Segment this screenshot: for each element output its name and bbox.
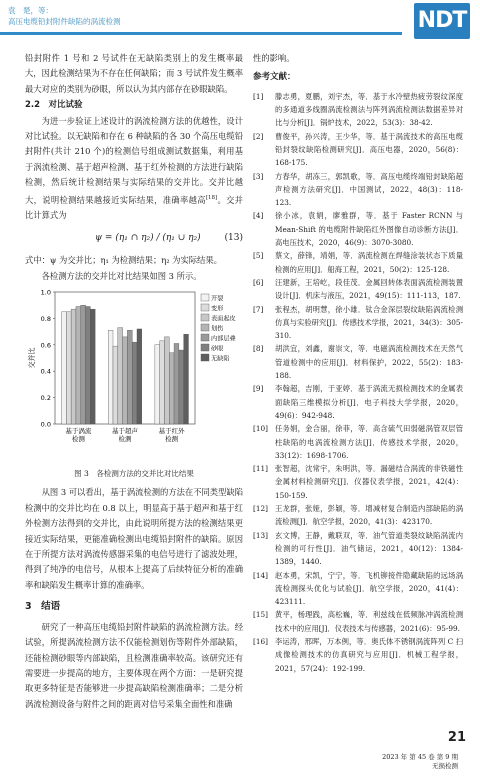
bar	[90, 309, 95, 424]
journal-issue: 2023 年 第 45 卷 第 9 期	[382, 753, 458, 761]
bar	[66, 312, 71, 424]
reference-index: [7]	[253, 304, 264, 314]
reference-item	[253, 276, 463, 303]
y-tick-label: 0.2	[40, 394, 51, 403]
reference-text: 胡洪宜，刘鑫，谢崇文，等．电磁涡流检测技术在天然气管道检测中的应用[J]．材料保护，2022，55(2)：183-188.	[275, 344, 463, 381]
legend-swatch	[201, 324, 209, 331]
reference-index: [16]	[253, 636, 268, 646]
reference-item	[253, 529, 463, 569]
paragraph: 为进一步验证上述设计的涡流检测方法的优越性，设计对比试验。以无缺陷和存在 6 种缺陷的各 30 个高压电缆铅封附件(共计 210 个)的检测信号组成测试数据集，利用基于涡流检测、基于超声检测、基于红外检测的方法进行缺陷检测，然后统计检测结果与实际结果的交并比。交并比越大，说明检测结果越接近实际结果，准确率越高[18]。交并比计算式为	[25, 115, 243, 220]
legend-label: 无缺陷	[211, 355, 230, 363]
reference-list	[253, 90, 463, 675]
reference-text: 张程杰，胡明慧，徐小雄．钛合金深层裂纹缺陷涡流检测仿真与实验研究[J]．传感技术学报，2021，34(3)：305-310.	[275, 304, 463, 341]
paragraph: 研究了一种高压电缆铅封附件缺陷的涡流检测方法。经试验，所提涡流检测方法不仅能检测划伤等附件外部缺陷，还能检测砂眼等内部缺陷，且检测准确率较高。该研究还有需要进一步提高的地方，主要体现在两个方面：一是研究提取更多特征是否能够进一步提高缺陷检测准确率；二是分析涡流检测设备与附件之间的距离对信号采集全面性和准确	[25, 621, 243, 709]
reference-text: 曹俊平，孙兴涛，王少华，等．基于涡流技术的高压电缆铅封裂纹缺陷检测研究[J]．高压电器，2020，56(8)：168-175.	[275, 131, 463, 168]
bar	[160, 341, 165, 424]
reference-index: [5]	[253, 251, 264, 261]
legend-swatch	[201, 294, 209, 301]
bar-chart	[25, 284, 243, 464]
reference-text: 方春华，胡冻三，郭凯歌，等．高压电缆终端铅封缺陷超声检测方法研究[J]．中国测试，2022，48(3)：118-123.	[275, 171, 463, 208]
reference-text: 滕志勇，夏鹏，刘宇杰，等．基于水冷壁热疲劳裂纹深度的多通道多线圈涡流检测法与阵列涡流检测法数据差异对比与分析[J]．锅炉技术，2022，53(3)：38-42.	[275, 91, 463, 128]
reference-index: [11]	[253, 464, 268, 474]
right-column	[253, 51, 463, 675]
reference-index: [1]	[253, 91, 264, 101]
legend-label: 变形	[211, 305, 224, 313]
reference-item	[253, 422, 463, 462]
legend-label: 表面起皮	[211, 315, 236, 323]
bar	[86, 307, 91, 424]
bar	[76, 307, 81, 424]
reference-text: 蔡文，薛锋，靖娟，等．涡流检测在焊缝涂装状态下质量检测的应用[J]．船海工程，2021，50(2)：125-128.	[275, 251, 463, 274]
legend-label: 内部层叠	[211, 335, 236, 343]
reference-item	[253, 342, 463, 382]
reference-item	[253, 90, 463, 130]
reference-index: [3]	[253, 171, 264, 181]
formula-number: (13)	[224, 232, 243, 243]
reference-text: 赵本勇，宋凯，宁宁，等．飞机铆接件隐藏缺陷的远场涡流检测探头优化与试验[J]．航空学报，2020，41(4)：423111.	[275, 570, 463, 607]
formula	[25, 223, 243, 253]
y-tick-label: 1.0	[40, 288, 51, 297]
figure-caption: 图 3 各检测方法的交并比对比结果	[74, 469, 194, 479]
x-tick-label: 基于超声	[112, 427, 138, 436]
figure-3	[25, 284, 243, 464]
reference-item	[253, 608, 463, 635]
section-heading: 2.2 对比试验	[25, 100, 83, 111]
formula-expression: ψ = (η₁ ∩ η₂) / (η₁ ∪ η₂)	[95, 232, 201, 243]
bar	[179, 350, 184, 424]
paragraph: 铅封附件 1 号和 2 号试件在无缺陷类别上的发生概率最大，因此检测结果为不存在任何缺陷；而 3 号试件发生概率最大对应的类别为砂眼，所以认为其内部存在砂眼缺陷。	[25, 53, 243, 94]
bar	[113, 346, 118, 424]
page-number: 21	[447, 730, 466, 745]
x-tick-label: 基于涡流	[65, 427, 92, 436]
reference-item	[253, 635, 463, 675]
legend-swatch	[201, 334, 209, 341]
reference-item	[253, 303, 463, 343]
x-tick-label: 检测	[165, 435, 179, 444]
reference-index: [13]	[253, 530, 268, 540]
legend-swatch	[201, 354, 209, 361]
reference-item	[253, 249, 463, 276]
paragraph: 各检测方法的交并比对比结果如图 3 所示。	[41, 270, 202, 281]
reference-index: [4]	[253, 211, 264, 221]
page-footer	[382, 753, 458, 771]
header-authors: 袁 楚，等：	[8, 6, 53, 15]
bar	[71, 309, 76, 424]
reference-item	[253, 130, 463, 170]
reference-index: [14]	[253, 570, 268, 580]
x-tick-label: 基于红外	[158, 427, 185, 436]
y-tick-label: 0.0	[40, 420, 51, 429]
header-rule	[0, 32, 402, 35]
bar	[127, 330, 132, 424]
references-title: 参考文献：	[253, 72, 296, 83]
bar	[62, 312, 67, 424]
legend-label: 砂眼	[211, 345, 224, 353]
bar	[137, 329, 142, 424]
paragraph: 性的影响。	[253, 53, 295, 63]
y-axis-label: 交并比	[28, 347, 36, 369]
reference-item	[253, 569, 463, 609]
citation[interactable]: [18]	[205, 194, 218, 201]
reference-text: 黄平，杨理践，高松巍，等．利兹线在低频脉冲涡流检测技术中的应用[J]．仪表技术与传感器，2021(6)：95-99.	[275, 610, 463, 633]
reference-index: [8]	[253, 344, 264, 354]
reference-index: [2]	[253, 131, 264, 141]
y-tick-label: 0.6	[40, 341, 51, 350]
bar	[108, 330, 113, 424]
journal-logo: NDT	[414, 3, 470, 39]
bar	[184, 334, 189, 424]
reference-item	[253, 209, 463, 249]
reference-index: [6]	[253, 277, 264, 287]
bar	[155, 345, 160, 424]
legend-swatch	[201, 344, 209, 351]
header-title: 高压电缆铅封附件缺陷的涡流检测	[8, 17, 121, 26]
reference-index: [10]	[253, 424, 268, 434]
reference-text: 李运涛，邢晖，万本例，等．奥氏体不锈钢涡流阵列 C 扫成像检测技术的仿真研究与应用[J]．机械工程学报，2021，57(24)：192-199.	[275, 636, 463, 673]
page-header	[0, 0, 480, 46]
reference-index: [15]	[253, 610, 268, 620]
bar	[123, 337, 128, 424]
left-column	[25, 51, 243, 712]
reference-item	[253, 382, 463, 422]
x-tick-label: 检测	[118, 435, 132, 444]
x-tick-label: 检测	[71, 435, 85, 444]
reference-item	[253, 502, 463, 529]
reference-item	[253, 170, 463, 210]
bar	[174, 344, 179, 425]
section-heading: 3 结语	[25, 601, 61, 613]
bar	[164, 337, 169, 424]
reference-text: 张智超，沈常宇，朱明洪，等．漏磁结合涡流的非铁磁性金属材料检测研究[J]．仪器仪表学报，2021，42(4)：150-159.	[275, 464, 463, 500]
y-tick-label: 0.4	[40, 367, 51, 376]
bar	[169, 353, 174, 424]
reference-text: 玄文博，王静，戴联双，等．油气管道类裂纹缺陷涡流内检测的可行性[J]．油气储运，2021，40(12)：1384-1389，1440.	[275, 530, 463, 567]
y-tick-label: 0.8	[40, 314, 51, 323]
reference-text: 任务娟，金合丽，徐菲，等．高含硫气田弱磁涡管双层管柱缺陷的电涡流检测方法[J]．传感技术学报，2020，33(12)：1698-1706.	[275, 424, 463, 460]
reference-text: 汪建新，王培屹，段佳茂．金属回转体表面涡流检测装置设计[J]．机床与液压，2021，49(15)：111-113，187.	[275, 277, 463, 301]
reference-text: 王龙群，张娅，彭颖，等．增减材复合制造内部缺陷的涡流检测[J]．航空学报，2020，41(3)：423170.	[275, 504, 463, 527]
bar	[132, 342, 137, 424]
legend-swatch	[201, 304, 209, 311]
reference-text: 徐小冰，袁娟，廖雅群，等．基于 Faster RCNN 与 Mean-Shift 的电缆附件缺陷红外图像自动诊断方法[J]．高电压技术，2020，46(9)：3070-3080.	[275, 211, 463, 248]
legend-swatch	[201, 314, 209, 321]
paragraph: 式中：ψ 为交并比；η₁ 为检测结果；η₂ 为实际结果。	[25, 255, 222, 266]
legend-label: 划伤	[211, 325, 224, 333]
reference-index: [12]	[253, 504, 268, 514]
reference-item	[253, 462, 463, 502]
bar	[118, 328, 123, 424]
bar	[81, 305, 86, 424]
reference-index: [9]	[253, 384, 264, 394]
paragraph: 从图 3 可以看出，基于涡流检测的方法在不同类型缺陷检测中的交并比均在 0.8 以上，明显高于基于超声和基于红外检测方法得到的交并比，由此说明所提方法的检测结果更接近实际结果，更能准确检测出电缆铅封附件的缺陷。原因在于所提方法对涡流传感器采集的电信号进行了滤波处理，得到了纯净的电信号，从根本上提高了后续特征分析的准确率和缺陷发生概率计算的准确率。	[25, 487, 243, 590]
journal-name: 无损检测	[432, 762, 458, 770]
legend-label: 开裂	[211, 295, 224, 303]
reference-text: 李翰超，吉刚，于亚婷．基于涡流无损检测技术的金属表面缺陷三维模拟分析[J]．电子科技大学学报，2020，49(6)：942-948.	[275, 384, 463, 420]
